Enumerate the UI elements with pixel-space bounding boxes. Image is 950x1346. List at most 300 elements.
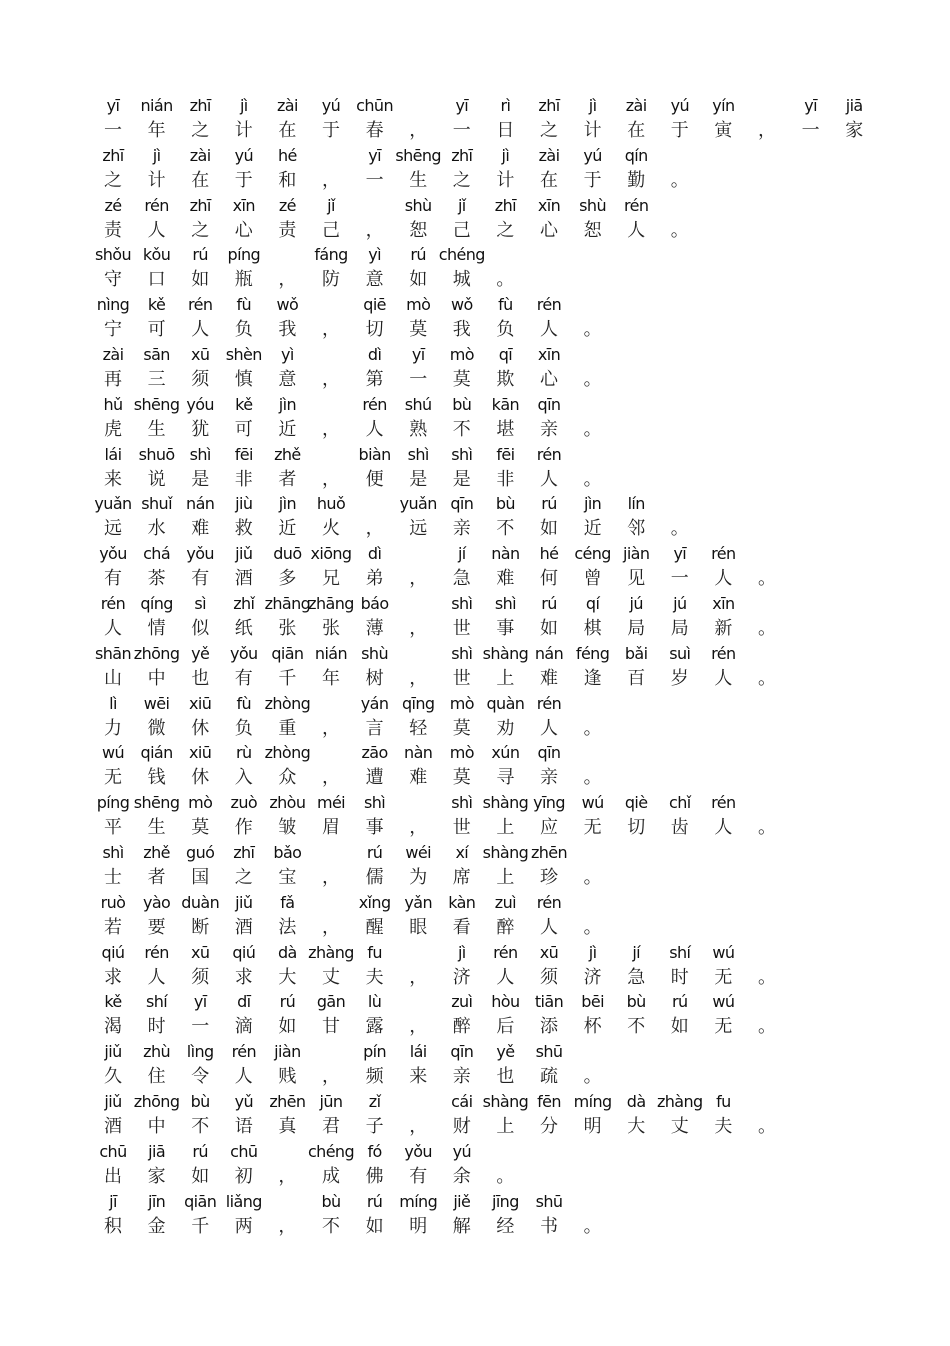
pinyin-text — [477, 1142, 533, 1162]
pinyin-text: rú — [541, 494, 557, 514]
hanzi-text: 救 — [234, 518, 253, 540]
hanzi-text: 世 — [452, 617, 471, 639]
pinyin-text: chéng — [438, 245, 485, 265]
text-line — [0, 793, 950, 843]
pinyin-text: duō — [273, 544, 302, 564]
hanzi-text: 有 — [234, 667, 253, 689]
pinyin-text: suì — [669, 643, 691, 663]
hanzi-text: 亲 — [540, 418, 558, 440]
hanzi-text: 犹 — [191, 418, 210, 440]
hanzi-text: 可 — [234, 418, 253, 440]
pinyin-text — [565, 445, 621, 465]
hanzi-text: ， — [322, 418, 340, 440]
pinyin-text: zhī — [538, 96, 560, 115]
hanzi-text: ， — [278, 1215, 297, 1237]
pinyin-text — [565, 843, 621, 863]
hanzi-text: 一 — [104, 120, 122, 141]
hanzi-text: 。 — [758, 617, 776, 639]
pinyin-text: bù — [190, 1091, 210, 1111]
hanzi-text: 人 — [365, 418, 384, 440]
hanzi-text: 之 — [452, 169, 471, 191]
hanzi-text: 人 — [234, 1066, 253, 1088]
hanzi-text: 百 — [627, 667, 646, 689]
pinyin-text — [565, 743, 621, 763]
hanzi-text: 夫 — [365, 966, 384, 988]
hanzi-text: 大 — [627, 1115, 646, 1137]
hanzi-text: 微 — [147, 717, 166, 739]
pinyin-text: zài — [625, 96, 647, 115]
hanzi-text: 在 — [278, 120, 297, 141]
pinyin-text: sān — [143, 344, 170, 364]
pinyin-text: shū — [535, 1042, 563, 1062]
pinyin-text: qīn — [450, 1042, 474, 1062]
pinyin-text: yǒu — [186, 544, 214, 564]
pinyin-text: rú — [366, 1191, 383, 1211]
hanzi-text: 出 — [104, 1165, 122, 1187]
hanzi-text: 莫 — [409, 319, 428, 341]
pinyin-text: nán — [534, 643, 564, 663]
hanzi-text: 责 — [104, 219, 122, 241]
pinyin-text: fēi — [496, 444, 515, 464]
hanzi-text: 成 — [322, 1165, 340, 1187]
hanzi-text: ， — [322, 319, 340, 341]
pinyin-text: fù — [498, 295, 513, 315]
pinyin-text: jūn — [319, 1091, 343, 1111]
hanzi-text: 难 — [191, 518, 210, 540]
hanzi-text: 切 — [365, 319, 384, 341]
pinyin-text: bù — [626, 992, 646, 1012]
pinyin-text: rú — [279, 992, 296, 1012]
hanzi-text: 负 — [234, 717, 253, 739]
pinyin-text: cái — [451, 1091, 473, 1111]
hanzi-text: 茶 — [147, 568, 166, 590]
hanzi-text: 。 — [583, 1066, 602, 1088]
pinyin-text: jì — [588, 96, 597, 115]
pinyin-text: qiú — [232, 942, 256, 962]
pinyin-text — [739, 992, 795, 1012]
pinyin-text: rén — [711, 643, 736, 663]
hanzi-text: 珍 — [540, 866, 558, 888]
hanzi-text: 。 — [583, 717, 602, 739]
pinyin-text: lì — [109, 693, 117, 713]
hanzi-text: 和 — [278, 169, 297, 191]
hanzi-text: 语 — [234, 1115, 253, 1137]
hanzi-text: 薄 — [365, 617, 384, 639]
text-line — [0, 96, 950, 146]
hanzi-text: 众 — [278, 767, 297, 789]
pinyin-text: yī — [193, 992, 207, 1012]
pinyin-text: shì — [451, 793, 473, 813]
text-line — [0, 943, 950, 993]
pinyin-text: lín — [627, 494, 645, 514]
pinyin-text: shēng — [133, 394, 180, 414]
hanzi-text: 恕 — [583, 219, 602, 241]
hanzi-text: 见 — [627, 568, 646, 590]
hanzi-text: 。 — [670, 169, 689, 191]
pinyin-text: fáng — [314, 245, 348, 265]
hanzi-text: 近 — [583, 518, 602, 540]
pinyin-text: shēng — [395, 145, 441, 165]
hanzi-text: 新 — [714, 617, 733, 639]
hanzi-text: 一 — [670, 568, 689, 590]
pinyin-text — [652, 146, 708, 166]
hanzi-text: 寅 — [714, 120, 733, 141]
pinyin-text: mò — [406, 295, 431, 315]
hanzi-text: 。 — [670, 219, 689, 241]
pinyin-text: biàn — [358, 444, 391, 464]
hanzi-text: 。 — [758, 568, 776, 590]
pinyin-text: yǒu — [99, 544, 127, 564]
hanzi-text: 说 — [147, 468, 166, 490]
hanzi-text: 。 — [758, 966, 776, 988]
hanzi-text: 有 — [104, 568, 122, 590]
pinyin-text: rén — [536, 892, 562, 912]
pinyin-text: zhě — [274, 444, 301, 464]
hanzi-text: 看 — [452, 916, 471, 938]
pinyin-text: sì — [194, 593, 206, 613]
hanzi-text: ， — [322, 767, 340, 789]
hanzi-text: 慎 — [234, 368, 253, 390]
hanzi-text: ， — [322, 169, 340, 191]
hanzi-text: 金 — [147, 1215, 166, 1237]
hanzi-text: 意 — [365, 269, 384, 291]
pinyin-text — [565, 395, 621, 415]
pinyin-text — [652, 196, 708, 216]
pinyin-text: yào — [142, 892, 171, 912]
hanzi-text: 如 — [540, 617, 558, 639]
pinyin-text: shàng — [482, 1091, 529, 1111]
hanzi-text: 之 — [104, 169, 122, 191]
pinyin-text: fù — [236, 693, 252, 713]
pinyin-text: zài — [189, 145, 211, 165]
hanzi-text: 君 — [322, 1115, 340, 1137]
hanzi-text: ， — [278, 1165, 297, 1187]
pinyin-text: yī — [368, 145, 381, 165]
pinyin-text: ruò — [100, 892, 126, 912]
pinyin-text: yóu — [186, 394, 214, 414]
text-line — [0, 544, 950, 594]
pinyin-text: rén — [711, 544, 736, 564]
pinyin-text: jǐ — [457, 195, 466, 215]
pinyin-text: yīng — [533, 793, 565, 813]
pinyin-text: kě — [235, 394, 253, 414]
pinyin-text: rú — [541, 593, 557, 613]
pinyin-text: jì — [152, 145, 161, 165]
pinyin-text: píng — [96, 793, 130, 813]
hanzi-text: 非 — [234, 468, 253, 490]
pinyin-text: yú — [234, 145, 253, 165]
pinyin-text: kě — [147, 295, 166, 315]
hanzi-text: 两 — [234, 1215, 253, 1237]
pinyin-text: yǒu — [404, 1141, 432, 1161]
hanzi-text: 熟 — [409, 418, 428, 440]
hanzi-text: 树 — [365, 667, 384, 689]
hanzi-text: 纸 — [234, 617, 253, 639]
pinyin-text: shēng — [133, 793, 180, 813]
pinyin-text: rù — [236, 743, 252, 763]
pinyin-text: qíng — [140, 593, 173, 613]
hanzi-text: ， — [409, 1115, 428, 1137]
pinyin-text: zhòng — [264, 693, 311, 713]
pinyin-text: rén — [536, 444, 562, 464]
hanzi-text: 日 — [496, 120, 515, 141]
hanzi-text: 何 — [540, 568, 558, 590]
hanzi-text: 住 — [147, 1066, 166, 1088]
text-line — [0, 992, 950, 1042]
hanzi-text: 于 — [322, 120, 340, 141]
text-line — [0, 494, 950, 544]
text-line — [0, 1192, 950, 1242]
pinyin-text: qiān — [184, 1191, 217, 1211]
pinyin-text: yǒu — [229, 643, 258, 663]
pinyin-text: shuǐ — [141, 494, 172, 514]
hanzi-text: 城 — [452, 269, 471, 291]
pinyin-text: qīn — [450, 494, 474, 514]
hanzi-text: 无 — [714, 966, 733, 988]
hanzi-text: 于 — [583, 169, 602, 191]
pinyin-text: yuǎn — [399, 494, 437, 514]
hanzi-text: ， — [409, 120, 428, 141]
hanzi-text: 入 — [234, 767, 253, 789]
pinyin-text: jì — [457, 942, 466, 962]
pinyin-text: yī — [411, 344, 425, 364]
pinyin-text: xū — [190, 942, 210, 962]
hanzi-text: ， — [322, 1066, 340, 1088]
pinyin-text: bù — [495, 494, 515, 514]
text-line — [0, 843, 950, 893]
hanzi-text: 口 — [147, 269, 166, 291]
pinyin-text: jiǔ — [235, 892, 253, 912]
pinyin-text: bēi — [581, 992, 604, 1012]
pinyin-text: míng — [399, 1191, 438, 1211]
hanzi-text: 席 — [452, 866, 471, 888]
pinyin-text: xīn — [537, 344, 561, 364]
pinyin-text: rén — [493, 942, 518, 962]
hanzi-text: 。 — [758, 817, 776, 839]
hanzi-text: 士 — [104, 866, 122, 888]
hanzi-text: 春 — [365, 120, 384, 141]
hanzi-text: 事 — [496, 617, 515, 639]
hanzi-text: 不 — [627, 1016, 646, 1038]
hanzi-text: 张 — [322, 617, 340, 639]
pinyin-text: shì — [451, 593, 473, 613]
pinyin-text: rén — [623, 195, 649, 215]
hanzi-text: 第 — [365, 368, 384, 390]
pinyin-text: shàng — [482, 842, 529, 862]
pinyin-text: yī — [106, 96, 120, 115]
pinyin-text — [739, 943, 795, 963]
hanzi-text: 。 — [496, 1165, 515, 1187]
hanzi-text: 寻 — [496, 767, 515, 789]
hanzi-text: 生 — [147, 817, 166, 839]
hanzi-text: 频 — [365, 1066, 384, 1088]
hanzi-text: 兄 — [322, 568, 340, 590]
hanzi-text: 。 — [583, 468, 602, 490]
document-body — [0, 96, 950, 1241]
pinyin-text: jí — [457, 544, 466, 564]
pinyin-text: hé — [277, 145, 297, 165]
pinyin-text: yán — [360, 693, 389, 713]
hanzi-text: ， — [322, 717, 340, 739]
pinyin-text: mò — [449, 743, 474, 763]
pinyin-text: chū — [230, 1141, 258, 1161]
hanzi-text: 。 — [758, 1115, 776, 1137]
pinyin-text: zuò — [230, 793, 258, 813]
hanzi-text: 为 — [409, 866, 428, 888]
hanzi-text: 难 — [540, 667, 558, 689]
hanzi-text: 火 — [322, 518, 340, 540]
hanzi-text: ， — [322, 866, 340, 888]
pinyin-text: zhàng — [656, 1091, 703, 1111]
hanzi-text: 如 — [191, 1165, 210, 1187]
hanzi-text: 远 — [409, 518, 428, 540]
pinyin-text: shì — [364, 793, 386, 813]
hanzi-text: 。 — [583, 368, 602, 390]
hanzi-text: 局 — [627, 617, 646, 639]
hanzi-text: 余 — [452, 1165, 471, 1187]
hanzi-text: 丈 — [670, 1115, 689, 1137]
pinyin-text: yī — [455, 96, 469, 115]
pinyin-text: zhāng — [264, 593, 311, 613]
hanzi-text: 作 — [234, 817, 253, 839]
pinyin-text: zhǐ — [233, 593, 255, 613]
hanzi-text: 须 — [191, 966, 210, 988]
hanzi-text: 家 — [845, 120, 864, 141]
pinyin-text: rén — [144, 195, 169, 215]
hanzi-text: 己 — [322, 219, 340, 241]
hanzi-text: 年 — [322, 667, 340, 689]
pinyin-text: jìn — [278, 394, 296, 414]
pinyin-text: shǒu — [94, 245, 131, 265]
pinyin-text: bù — [452, 394, 472, 414]
pinyin-text: fu — [367, 942, 382, 962]
hanzi-text: 渴 — [104, 1016, 122, 1038]
pinyin-text — [565, 1192, 621, 1212]
pinyin-text: jī — [109, 1191, 117, 1211]
pinyin-text: jì — [588, 942, 597, 962]
pinyin-text: nián — [314, 643, 348, 663]
text-line — [0, 146, 950, 196]
pinyin-text: jiàn — [274, 1042, 301, 1062]
hanzi-text: 者 — [147, 866, 166, 888]
hanzi-text: ， — [409, 966, 428, 988]
hanzi-text: 休 — [191, 767, 210, 789]
pinyin-text: qiē — [363, 295, 386, 315]
pinyin-text: jiā — [148, 1141, 166, 1161]
hanzi-text: 计 — [147, 169, 166, 191]
pinyin-text: zhī — [189, 96, 211, 115]
hanzi-text: 之 — [191, 219, 210, 241]
hanzi-text: 钱 — [147, 767, 166, 789]
hanzi-text: ， — [409, 817, 428, 839]
hanzi-text: 在 — [627, 120, 646, 141]
pinyin-text: shì — [102, 842, 124, 862]
pinyin-text — [652, 494, 708, 514]
pinyin-text: yě — [496, 1042, 515, 1062]
pinyin-text: zhēn — [269, 1091, 306, 1111]
pinyin-text: yú — [670, 96, 689, 115]
pinyin-text: wéi — [405, 842, 431, 862]
pinyin-text — [739, 1092, 795, 1112]
pinyin-text: shí — [669, 942, 691, 962]
hanzi-text: 邻 — [627, 518, 646, 540]
pinyin-text: rú — [672, 992, 688, 1012]
hanzi-text: 佛 — [365, 1165, 384, 1187]
pinyin-text: hòu — [491, 992, 520, 1012]
hanzi-text: 在 — [191, 169, 210, 191]
hanzi-text: 人 — [104, 617, 122, 639]
hanzi-text: 生 — [409, 169, 428, 191]
text-line — [0, 345, 950, 395]
hanzi-text: 齿 — [670, 817, 689, 839]
pinyin-text: zhī — [233, 842, 255, 862]
pinyin-text: jì — [501, 145, 510, 165]
pinyin-text: zé — [104, 195, 122, 215]
pinyin-text: yú — [583, 145, 602, 165]
pinyin-text: jiě — [453, 1191, 471, 1211]
hanzi-text: 初 — [234, 1165, 253, 1187]
text-line — [0, 694, 950, 744]
pinyin-text: kǒu — [142, 245, 171, 265]
hanzi-text: 非 — [496, 468, 515, 490]
pinyin-text: dì — [367, 544, 382, 564]
hanzi-text: 一 — [191, 1016, 210, 1038]
pinyin-text — [739, 793, 795, 813]
hanzi-text: 。 — [583, 418, 602, 440]
hanzi-text: 不 — [452, 418, 471, 440]
pinyin-text: yǎn — [404, 892, 432, 912]
pinyin-text: jiù — [235, 494, 253, 514]
hanzi-text: 明 — [583, 1115, 602, 1137]
pinyin-text: zhāng — [308, 593, 354, 613]
pinyin-text: chū — [99, 1141, 127, 1161]
hanzi-text: 宁 — [104, 319, 122, 341]
hanzi-text: 之 — [191, 120, 210, 141]
pinyin-text: nán — [186, 494, 215, 514]
pinyin-text: zhù — [143, 1042, 171, 1062]
pinyin-text: zhòng — [264, 743, 311, 763]
hanzi-text: 无 — [104, 767, 122, 789]
pinyin-text: yú — [452, 1141, 471, 1161]
hanzi-text: 酒 — [234, 568, 253, 590]
hanzi-text: 真 — [278, 1115, 297, 1137]
pinyin-text: wēi — [143, 693, 170, 713]
text-line — [0, 445, 950, 495]
text-line — [0, 1092, 950, 1142]
hanzi-text: 心 — [234, 219, 253, 241]
pinyin-text: zhī — [494, 195, 516, 215]
hanzi-text: 须 — [540, 966, 558, 988]
hanzi-text: 计 — [234, 120, 253, 141]
pinyin-text: lái — [104, 444, 122, 464]
pinyin-text: yě — [191, 643, 210, 663]
pinyin-text: mò — [188, 793, 213, 813]
hanzi-text: 远 — [104, 518, 122, 540]
pinyin-text: rì — [500, 96, 511, 115]
hanzi-text: 济 — [452, 966, 471, 988]
hanzi-text: 贱 — [278, 1066, 297, 1088]
pinyin-text: zhàng — [308, 942, 354, 962]
hanzi-text: 亲 — [452, 518, 471, 540]
pinyin-text: shù — [361, 643, 388, 663]
hanzi-text: 上 — [496, 866, 515, 888]
hanzi-text: 年 — [147, 120, 166, 141]
hanzi-text: 如 — [191, 269, 210, 291]
hanzi-text: 也 — [496, 1066, 515, 1088]
pinyin-text: méi — [316, 793, 346, 813]
pinyin-text: bǎo — [273, 842, 302, 862]
hanzi-text: 宝 — [278, 866, 297, 888]
